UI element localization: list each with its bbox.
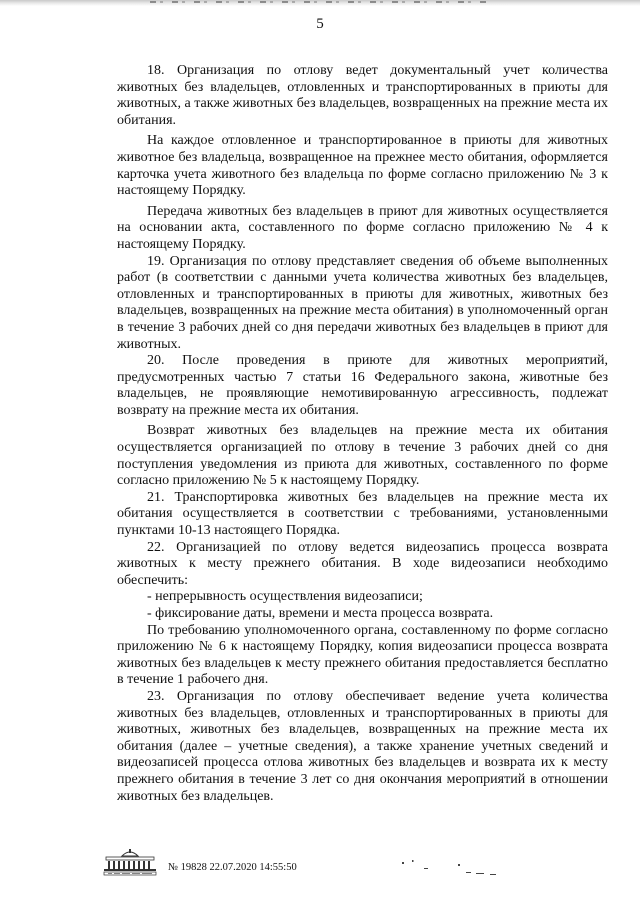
page-number: 5 <box>316 16 324 32</box>
page-footer <box>0 840 640 890</box>
scan-edge <box>0 0 640 6</box>
paragraph-transfer: Передача животных без владельцев в приют для животных осуществляется на основании акта, составленного по форме согласно приложению № 4 к настоящему Порядку. <box>117 203 608 252</box>
registration-stamp: № 19828 22.07.2020 14:55:50 <box>168 862 297 873</box>
paragraph-18: 18. Организация по отлову ведет документальный учет количества животных без владельцев, отловленных и транспортированных в приюты для животных, а также животных без владельцев, возвращенных на прежние места их обитания. <box>117 63 608 128</box>
paragraph-20: 20. После проведения в приюте для животных мероприятий, предусмотренных частью 7 статьи 16 Федерального закона, животные без владельцев, не проявляющие немотивированную агрессивность, подлежат возврату на прежние места их обитания. <box>117 353 608 418</box>
paragraph-19: 19. Организация по отлову представляет сведения об объеме выполненных работ (в соответствии с данными учета количества животных без владельцев, отловленных и транспортированных в приюты для животных, животных без владельцев, возвращенных на прежние места обитания) в уполномоченный орган в течение 3 рабочих дней со дня передачи животных без владельцев в приют для животных. <box>117 253 608 352</box>
document-body <box>117 63 608 805</box>
paragraph-23: 23. Организация по отлову обеспечивает ведение учета количества животных без владельцев, отловленных и транспортированных в приюты для животных, животных без владельцев, возвращенных на прежние места их обитания (далее – учетные сведения), а также хранение учетных сведений и видеозаписей процесса отлова животных без владельцев и возврата их к месту прежнего обитания в течение 3 лет со дня окончания мероприятий в отношении животных без владельцев. <box>117 688 608 804</box>
paragraph-21: 21. Транспортировка животных без владельцев на прежние места их обитания осуществляется в соответствии с требованиями, установленными пунктами 10-13 настоящего Порядка. <box>117 489 608 539</box>
list-item-fixation: - фиксирование даты, времени и места процесса возврата. <box>147 606 494 621</box>
paragraph-request: По требованию уполномоченного органа, составленному по форме согласно приложению № 6 к настоящему Порядку, копия видеозаписи процесса возврата животных без владельцев к месту прежнего обитания предоставляется бесплатно в течение 1 рабочего дня. <box>117 622 608 688</box>
building-emblem-icon <box>100 848 160 876</box>
paragraph-22: 22. Организацией по отлову ведется видеозапись процесса возврата животных к месту прежнего обитания. В ходе видеозаписи необходимо обеспечить: <box>117 539 608 588</box>
scan-noise-marks <box>400 858 510 882</box>
list-item-continuity: - непрерывность осуществления видеозаписи; <box>147 589 423 605</box>
paragraph-card: На каждое отловленное и транспортированное в приюты для животных животное без владельца, возвращенное на прежнее место обитания, оформляется карточка учета животного без владельца по форме согласно приложению № 3 к настоящему Порядку. <box>117 133 608 199</box>
paragraph-return: Возврат животных без владельцев на прежние места их обитания осуществляется организацией по отлову в течение 3 рабочих дней со дня поступления уведомления из приюта для животных, составленного по форме согласно приложению № 5 к настоящему Порядку. <box>117 423 608 489</box>
